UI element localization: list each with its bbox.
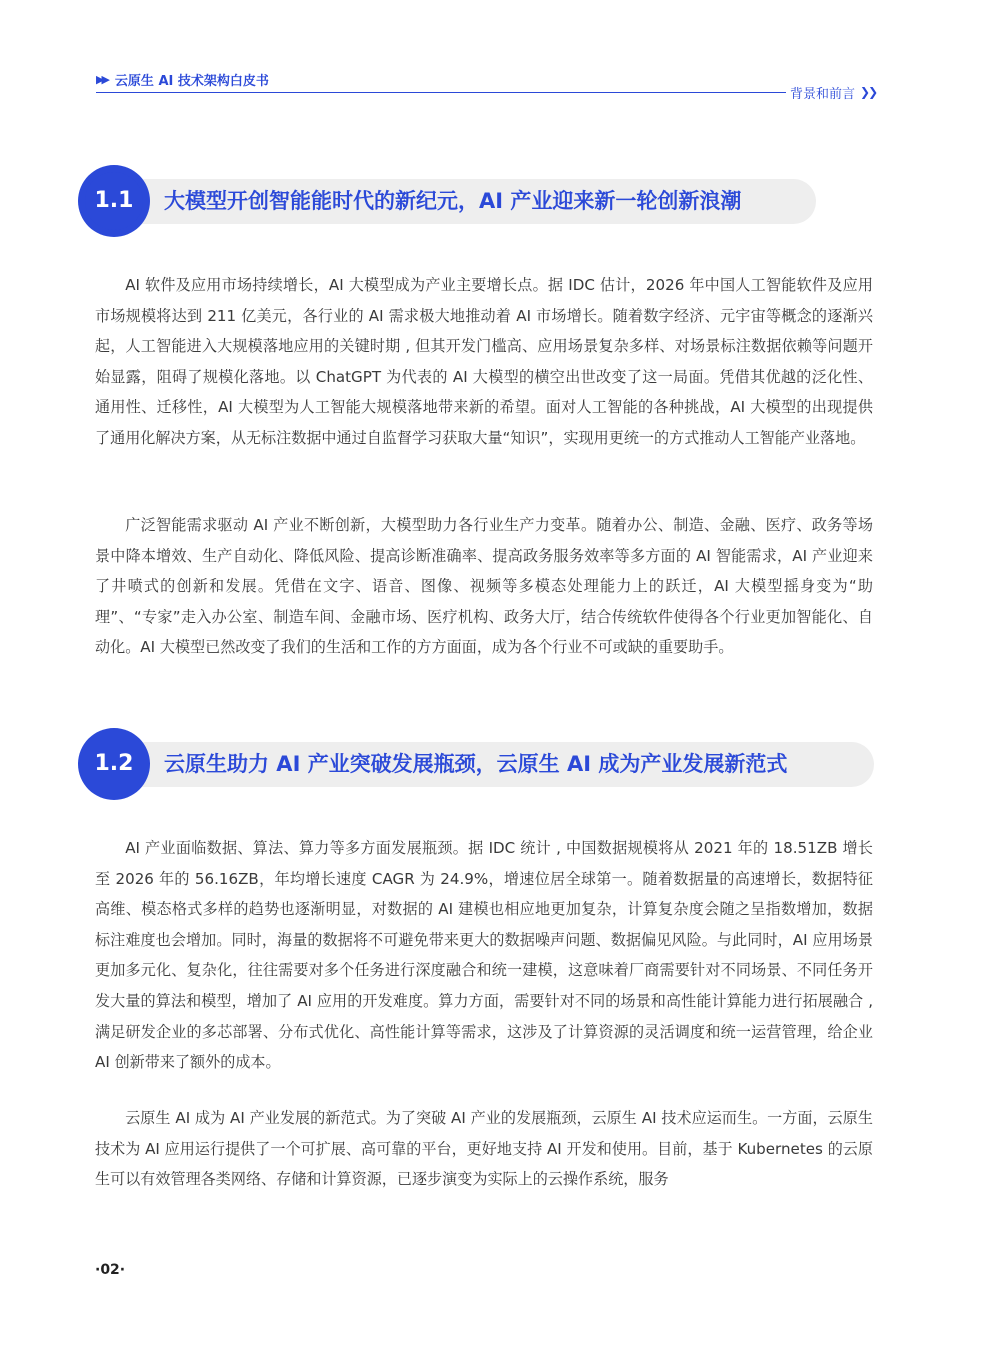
double-arrow-icon: ▶▶ xyxy=(96,72,107,86)
chapter-title: 背景和前言 xyxy=(790,86,856,102)
paragraph: 云原生 AI 成为 AI 产业发展的新范式。为了突破 AI 产业的发展瓶颈，云原生 AI 技术应运而生。一方面，云原生技术为 AI 应用运行提供了一个可扩展、高可靠的平台，更好地支持 AI 开发和使用。目前，基于 Kubernetes 的云原生可以有效管理各类网络、存储和计算资源，已逐步演变为实际上的云操作系统，服务 xyxy=(95,1109,873,1189)
section-badge xyxy=(78,165,150,237)
section-title: 大模型开创智能能时代的新纪元，AI 产业迎来新一轮创新浪潮 xyxy=(164,189,742,213)
double-chevron-right-icon: ❯❯ xyxy=(860,85,877,99)
section-title: 云原生助力 AI 产业突破发展瓶颈，云原生 AI 成为产业发展新范式 xyxy=(164,752,788,776)
paragraph: AI 产业面临数据、算法、算力等多方面发展瓶颈。据 IDC 统计 , 中国数据规模将从 2021 年的 18.51ZB 增长至 2026 年的 56.16ZB，年均增长速度 CAGR 为 24.9%，增速位居全球第一。随着数据量的高速增长，数据特征高维、模态格式多样的趋势也逐渐明显，对数据的 AI 建模也相应地更加复杂，计算复杂度会随之呈指数增加，数据标注难度也会增加。同时，海量的数据将不可避免带来更大的数据噪声问题、数据偏见风险。与此同时，AI 应用场景更加多元化、复杂化，往往需要对多个任务进行深度融合和统一建模，这意味着厂商需要针对不同场景、不同任务开发大量的算法和模型，增加了 AI 应用的开发难度。算力方面，需要针对不同的场景和高性能计算能力进行拓展融合 , 满足研发企业的多芯部署、分布式优化、高性能计算等需求，这涉及了计算资源的灵活调度和统一运营管理，给企业 AI 创新带来了额外的成本。 xyxy=(95,839,873,1072)
section-heading-1-2 xyxy=(78,728,874,800)
section-number: 1.1 xyxy=(94,188,134,213)
running-header-left xyxy=(96,70,269,88)
paragraph: 广泛智能需求驱动 AI 产业不断创新，大模型助力各行业生产力变革。随着办公、制造、金融、医疗、政务等场景中降本增效、生产自动化、降低风险、提高诊断准确率、提高政务服务效率等多方面的 AI 智能需求，AI 产业迎来了井喷式的创新和发展。凭借在文字、语音、图像、视频等多模态处理能力上的跃迁，AI 大模型摇身变为“助理”、“专家”走入办公室、制造车间、金融市场、医疗机构、政务大厅，结合传统软件使得各个行业更加智能化、自动化。AI 大模型已然改变了我们的生活和工作的方方面面，成为各个行业不可或缺的重要助手。 xyxy=(95,516,873,657)
paragraph: AI 软件及应用市场持续增长，AI 大模型成为产业主要增长点。据 IDC 估计，2026 年中国人工智能软件及应用市场规模将达到 211 亿美元，各行业的 AI 需求极大地推动着 AI 市场增长。随着数字经济、元宇宙等概念的逐渐兴起，人工智能进入大规模落地应用的关键时期 , 但其开发门槛高、应用场景复杂多样、对场景标注数据依赖等问题开始显露，阻碍了规模化落地。以 ChatGPT 为代表的 AI 大模型的横空出世改变了这一局面。凭借其优越的泛化性、通用性、迁移性，AI 大模型为人工智能大规模落地带来新的希望。面对人工智能的各种挑战，AI 大模型的出现提供了通用化解决方案，从无标注数据中通过自监督学习获取大量“知识”，实现用更统一的方式推动人工智能产业落地。 xyxy=(95,276,873,447)
running-header-right xyxy=(790,83,876,101)
section-badge xyxy=(78,728,150,800)
section-heading-1-1 xyxy=(78,165,818,237)
header-divider xyxy=(96,92,786,93)
document-title: 云原生 AI 技术架构白皮书 xyxy=(114,73,269,89)
section-number: 1.2 xyxy=(94,751,134,776)
page-number: ·02· xyxy=(95,1262,126,1278)
